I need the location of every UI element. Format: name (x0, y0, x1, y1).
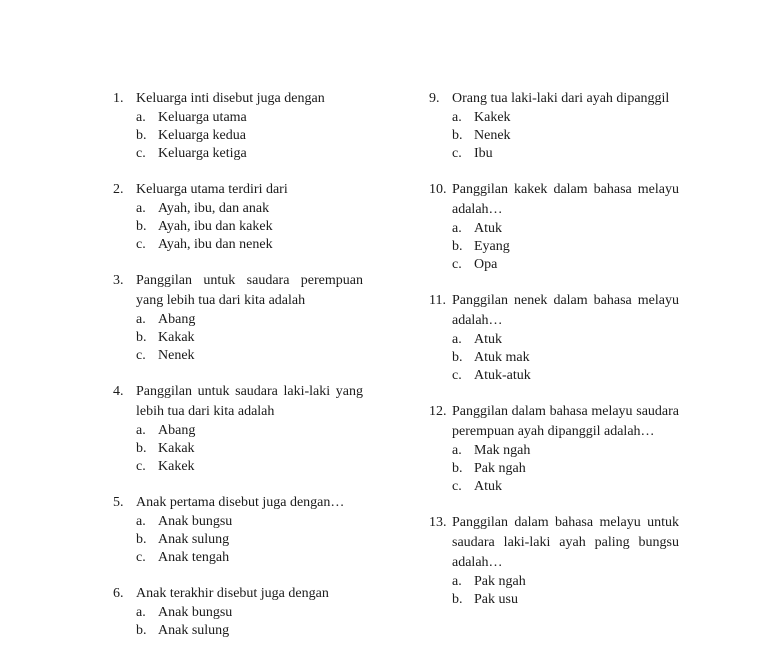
question-4 (113, 382, 363, 476)
question-number: 4. (113, 384, 124, 399)
answer-options (452, 331, 679, 385)
option-c: c. Ibu (452, 146, 493, 161)
question-text: Orang tua laki-laki dari ayah dipanggil (452, 91, 670, 106)
option-c: c. Ayah, ibu dan nenek (136, 237, 273, 252)
answer-options (452, 109, 679, 163)
option-b: b. Nenek (452, 128, 511, 143)
question-text: Keluarga utama terdiri dari (136, 182, 288, 197)
answer-options (452, 573, 679, 609)
right-question-column (429, 89, 679, 626)
option-a: a. Keluarga utama (136, 110, 247, 125)
question-6 (113, 584, 363, 640)
question-5 (113, 493, 363, 567)
question-3 (113, 271, 363, 365)
option-b: b. Pak usu (452, 592, 518, 607)
question-number: 5. (113, 495, 124, 510)
option-b: b. Ayah, ibu dan kakek (136, 219, 273, 234)
option-c: c. Atuk (452, 479, 502, 494)
question-text: Keluarga inti disebut juga dengan (136, 91, 325, 106)
question-number: 3. (113, 273, 124, 288)
option-a: a. Anak bungsu (136, 605, 233, 620)
question-12 (429, 402, 679, 496)
question-text: Anak pertama disebut juga dengan… (136, 495, 345, 510)
option-c: c. Keluarga ketiga (136, 146, 247, 161)
option-c: c. Nenek (136, 348, 195, 363)
option-a: a. Mak ngah (452, 443, 531, 458)
question-text: Panggilan untuk saudara perempuan yang lebih tua dari kita adalah (136, 273, 363, 308)
option-c: c. Anak tengah (136, 550, 230, 565)
answer-options (452, 442, 679, 496)
question-2 (113, 180, 363, 254)
answer-options (136, 604, 363, 640)
question-number: 11. (429, 293, 446, 308)
left-question-column (113, 89, 363, 657)
option-b: b. Kakak (136, 330, 195, 345)
question-text: Panggilan dalam bahasa melayu untuk saudara laki-laki ayah paling bungsu adalah… (452, 515, 679, 570)
question-number: 13. (429, 515, 447, 530)
question-10 (429, 180, 679, 274)
question-9 (429, 89, 679, 163)
option-b: b. Pak ngah (452, 461, 526, 476)
option-a: a. Abang (136, 312, 196, 327)
option-b: b. Anak sulung (136, 532, 230, 547)
option-c: c. Kakek (136, 459, 195, 474)
option-b: b. Keluarga kedua (136, 128, 246, 143)
question-number: 1. (113, 91, 124, 106)
question-1 (113, 89, 363, 163)
question-text: Panggilan untuk saudara laki-laki yang lebih tua dari kita adalah (136, 384, 363, 419)
question-text: Panggilan nenek dalam bahasa melayu adalah… (452, 293, 679, 328)
option-b: b. Eyang (452, 239, 510, 254)
option-b: b. Kakak (136, 441, 195, 456)
question-text: Panggilan kakek dalam bahasa melayu adalah… (452, 182, 679, 217)
option-b: b. Anak sulung (136, 623, 230, 638)
question-number: 10. (429, 182, 447, 197)
option-a: a. Atuk (452, 332, 502, 347)
option-a: a. Pak ngah (452, 574, 526, 589)
question-number: 2. (113, 182, 124, 197)
question-text: Anak terakhir disebut juga dengan (136, 586, 329, 601)
answer-options (452, 220, 679, 274)
option-c: c. Atuk-atuk (452, 368, 531, 383)
option-a: a. Atuk (452, 221, 502, 236)
answer-options (136, 109, 363, 163)
option-a: a. Kakek (452, 110, 511, 125)
question-number: 9. (429, 91, 440, 106)
option-a: a. Abang (136, 423, 196, 438)
answer-options (136, 513, 363, 567)
option-a: a. Anak bungsu (136, 514, 233, 529)
question-number: 12. (429, 404, 447, 419)
option-a: a. Ayah, ibu, dan anak (136, 201, 270, 216)
answer-options (136, 311, 363, 365)
question-11 (429, 291, 679, 385)
option-c: c. Opa (452, 257, 498, 272)
answer-options (136, 422, 363, 476)
question-number: 6. (113, 586, 124, 601)
question-13 (429, 513, 679, 609)
option-b: b. Atuk mak (452, 350, 530, 365)
answer-options (136, 200, 363, 254)
question-text: Panggilan dalam bahasa melayu saudara perempuan ayah dipanggil adalah… (452, 404, 679, 439)
